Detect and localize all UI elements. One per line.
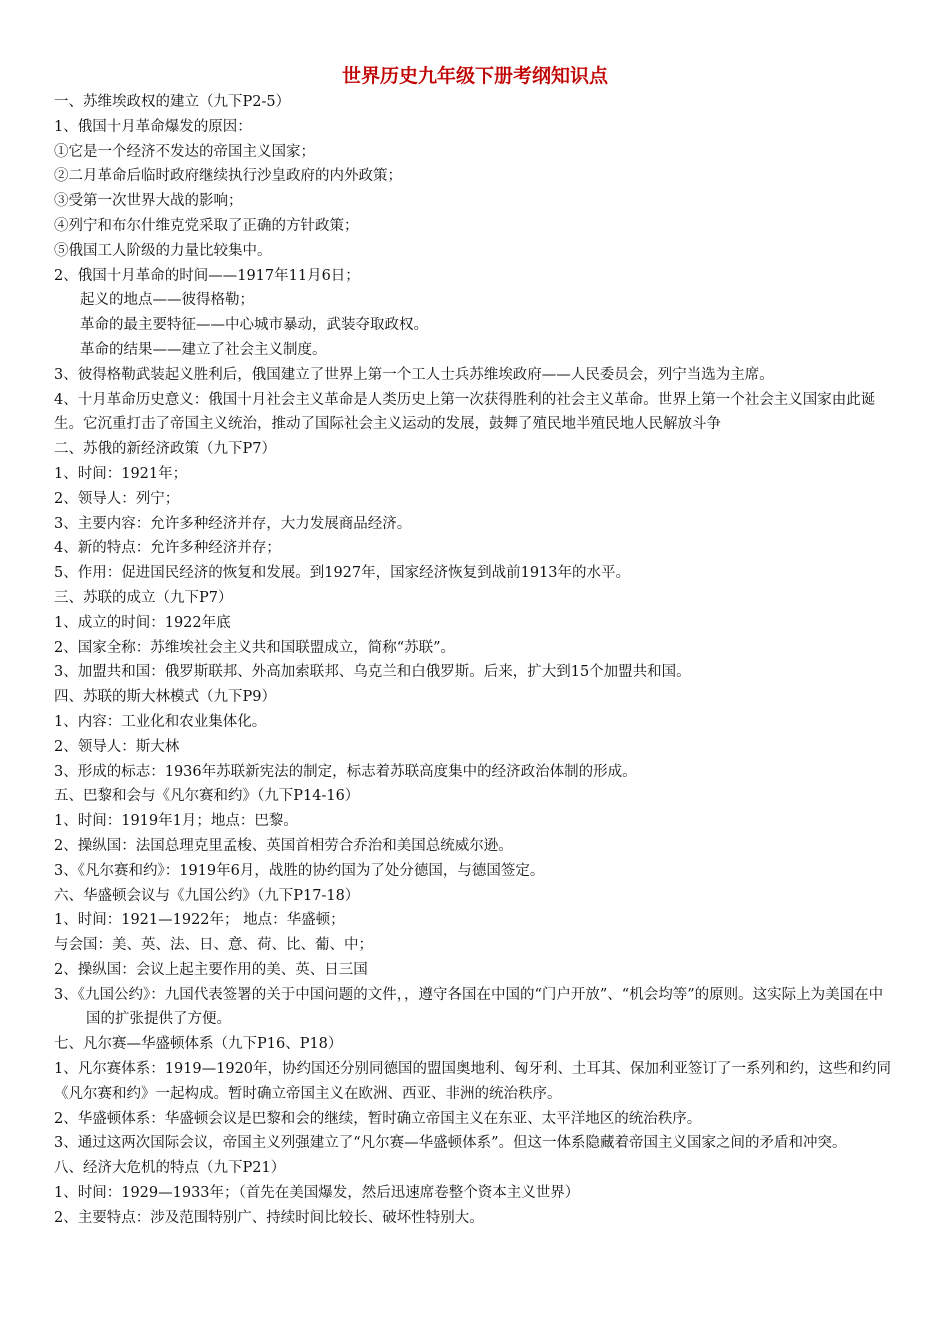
text-line: 4、十月革命历史意义：俄国十月社会主义革命是人类历史上第一次获得胜利的社会主义革命。世界上第一个社会主义国家由此诞生。它沉重打击了帝国主义统治，推动了国际社会主义运动的发展，鼓舞了殖民地半殖民地人民解放斗争 — [54, 391, 876, 433]
text-line: 一、苏维埃政权的建立（九下P2-5） — [54, 94, 291, 110]
text-line: 1、时间：1921—1922年； 地点：华盛顿； — [54, 912, 345, 929]
document-body — [54, 90, 896, 1231]
text-line: 3、加盟共和国：俄罗斯联邦、外高加索联邦、乌克兰和白俄罗斯。后来，扩大到15个加盟共和国。 — [54, 664, 691, 681]
text-line: 2、俄国十月革命的时间——1917年11月6日； — [54, 267, 360, 284]
text-line: 2、领导人：列宁； — [54, 490, 180, 507]
text-line: 3、通过这两次国际会议，帝国主义列强建立了“凡尔赛—华盛顿体系”。但这一体系隐藏着帝国主义国家之间的矛盾和冲突。 — [54, 1135, 847, 1152]
text-line: 3、主要内容：允许多种经济并存，大力发展商品经济。 — [54, 515, 412, 532]
text-line: 1、俄国十月革命爆发的原因： — [54, 118, 252, 135]
text-line: 四、苏联的斯大林模式（九下P9） — [54, 689, 276, 706]
text-line: 六、华盛顿会议与《九国公约》（九下P17-18） — [54, 887, 360, 904]
text-line: 2、操纵国：法国总理克里孟梭、英国首相劳合乔治和美国总统威尔逊。 — [54, 837, 513, 854]
text-line: 3、《九国公约》：九国代表签署的关于中国问题的文件，，遵守各国在中国的“门户开放”、“机会均等”的原则。这实际上为美国在中国的扩张提供了方便。 — [54, 986, 884, 1028]
text-line: ③受第一次世界大战的影响； — [54, 193, 243, 210]
text-line: 3、《凡尔赛和约》：1919年6月，战胜的协约国为了处分德国，与德国签定。 — [54, 862, 545, 879]
text-line: ②二月革命后临时政府继续执行沙皇政府的内外政策； — [54, 168, 402, 185]
text-line: 七、凡尔赛—华盛顿体系（九下P16、P18） — [54, 1036, 343, 1053]
text-line: 与会国：美、英、法、日、意、荷、比、葡、中； — [54, 937, 373, 954]
text-line: 1、时间：1921年； — [54, 465, 188, 482]
text-line: 2、领导人：斯大林 — [54, 738, 180, 755]
text-line: 2、操纵国：会议上起主要作用的美、英、日三国 — [54, 961, 368, 978]
text-line: 4、新的特点：允许多种经济并存； — [54, 540, 281, 557]
text-line: 1、凡尔赛体系：1919—1920年，协约国还分别同德国的盟国奥地利、匈牙利、土耳其、保加利亚签订了一系列和约，这些和约同《凡尔赛和约》一起构成。暂时确立帝国主义在欧洲、西亚、非洲的统治秩序。 — [54, 1061, 892, 1102]
text-line: ④列宁和布尔什维克党采取了正确的方针政策； — [54, 217, 359, 234]
text-line: ⑤俄国工人阶级的力量比较集中。 — [54, 242, 272, 259]
text-line: 2、国家全称：苏维埃社会主义共和国联盟成立，简称“苏联”。 — [54, 639, 456, 656]
text-line: 1、内容：工业化和农业集体化。 — [54, 713, 267, 730]
text-line: 1、时间：1929—1933年；（首先在美国爆发，然后迅速席卷整个资本主义世界） — [54, 1185, 580, 1202]
text-line: 八、经济大危机的特点（九下P21） — [54, 1160, 286, 1177]
text-line: 1、时间：1919年1月；地点：巴黎。 — [54, 813, 298, 830]
document-page — [54, 62, 896, 1231]
text-line: 1、成立的时间：1922年底 — [54, 614, 231, 631]
text-line: 三、苏联的成立（九下P7） — [54, 589, 233, 606]
text-line: 2、主要特点：涉及范围特别广、持续时间比较长、破坏性特别大。 — [54, 1209, 484, 1226]
text-line: 5、作用：促进国民经济的恢复和发展。到1927年，国家经济恢复到战前1913年的水平。 — [54, 565, 631, 582]
document-title: 世界历史九年级下册考纲知识点 — [341, 65, 608, 87]
text-line: 二、苏俄的新经济政策（九下P7） — [54, 441, 276, 458]
text-line: 革命的结果——建立了社会主义制度。 — [80, 341, 327, 358]
text-line: ①它是一个经济不发达的帝国主义国家； — [54, 143, 315, 160]
text-line: 革命的最主要特征——中心城市暴动，武装夺取政权。 — [80, 317, 428, 334]
text-line: 3、形成的标志：1936年苏联新宪法的制定，标志着苏联高度集中的经济政治体制的形成。 — [54, 763, 637, 780]
text-line: 五、巴黎和会与《凡尔赛和约》（九下P14-16） — [54, 788, 360, 805]
text-line: 3、彼得格勒武装起义胜利后，俄国建立了世界上第一个工人士兵苏维埃政府——人民委员会，列宁当选为主席。 — [54, 366, 774, 383]
text-line: 起义的地点——彼得格勒； — [80, 292, 254, 309]
text-line: 2、华盛顿体系：华盛顿会议是巴黎和会的继续，暂时确立帝国主义在东亚、太平洋地区的统治秩序。 — [54, 1110, 702, 1127]
